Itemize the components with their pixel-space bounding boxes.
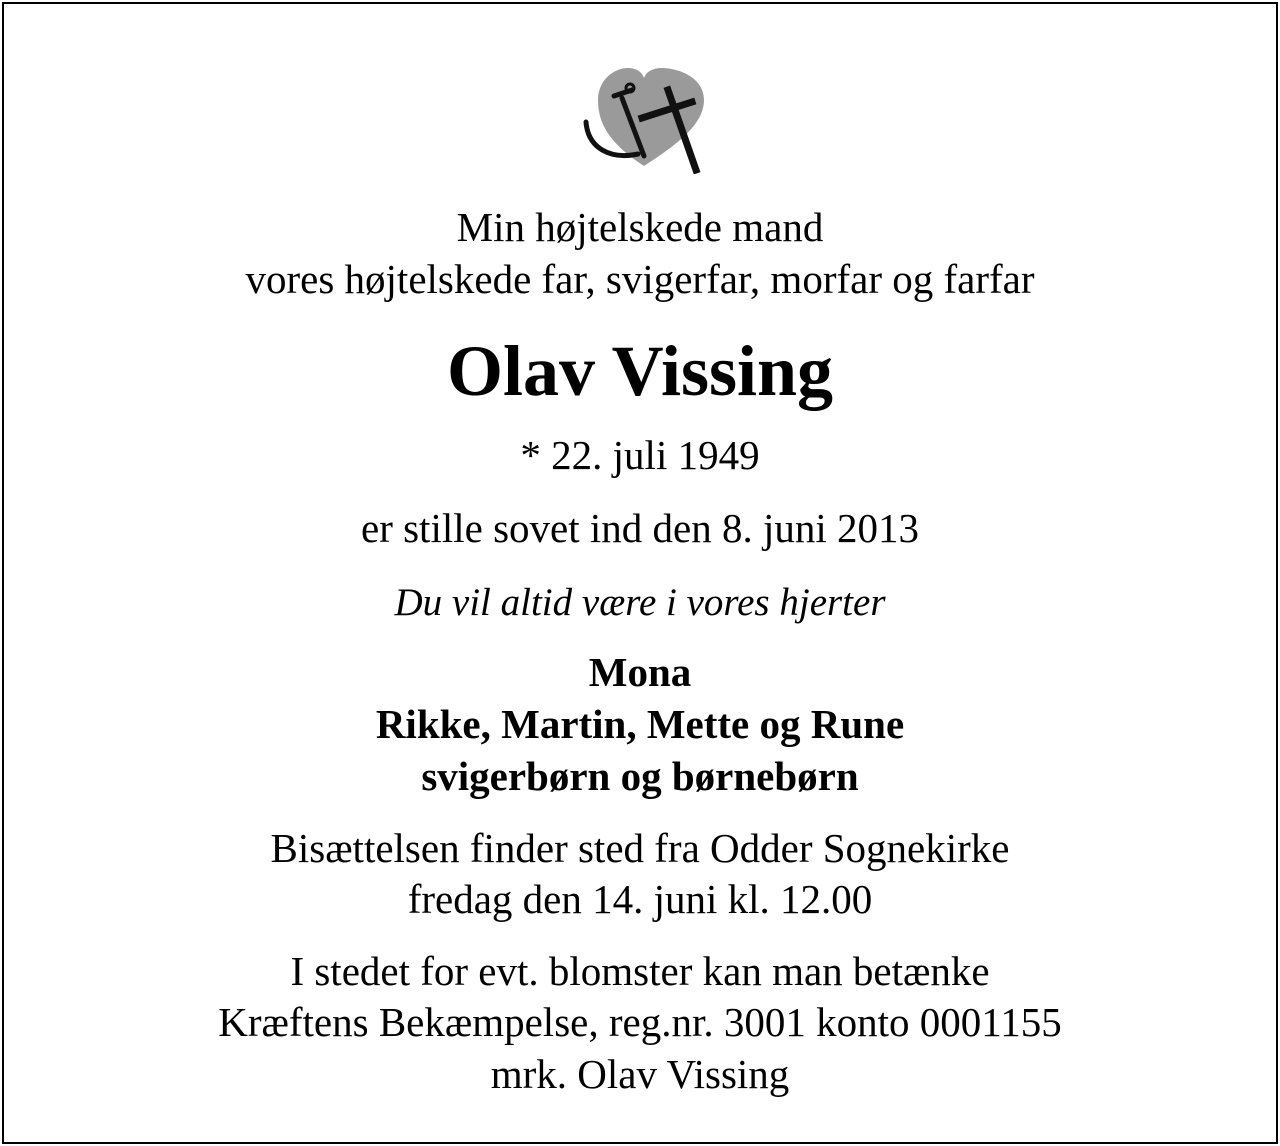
- intro-line-1: Min højtelskede mand: [456, 204, 824, 250]
- faith-hope-love-icon: [580, 62, 708, 174]
- family-line-2: Rikke, Martin, Mette og Rune: [375, 701, 905, 747]
- donation-line-3: mrk. Olav Vissing: [490, 1051, 790, 1097]
- family-line-1: Mona: [588, 649, 692, 695]
- deceased-name: Olav Vissing: [446, 331, 834, 411]
- obituary-notice: [2, 2, 1278, 1144]
- donation-line-2: Kræftens Bekæmpelse, reg.nr. 3001 konto 0001155: [218, 999, 1062, 1045]
- birth-date: * 22. juli 1949: [520, 432, 760, 478]
- intro-line-2: vores højtelskede far, svigerfar, morfar og farfar: [245, 256, 1035, 302]
- funeral-line-1: Bisættelsen finder sted fra Odder Sognekirke: [270, 825, 1010, 871]
- funeral-line-2: fredag den 14. juni kl. 12.00: [407, 876, 873, 922]
- family-line-3: svigerbørn og børnebørn: [421, 753, 859, 799]
- death-date: er stille sovet ind den 8. juni 2013: [361, 505, 919, 551]
- memorial-quote: Du vil altid være i vores hjerter: [394, 581, 886, 624]
- donation-line-1: I stedet for evt. blomster kan man betænke: [290, 948, 990, 994]
